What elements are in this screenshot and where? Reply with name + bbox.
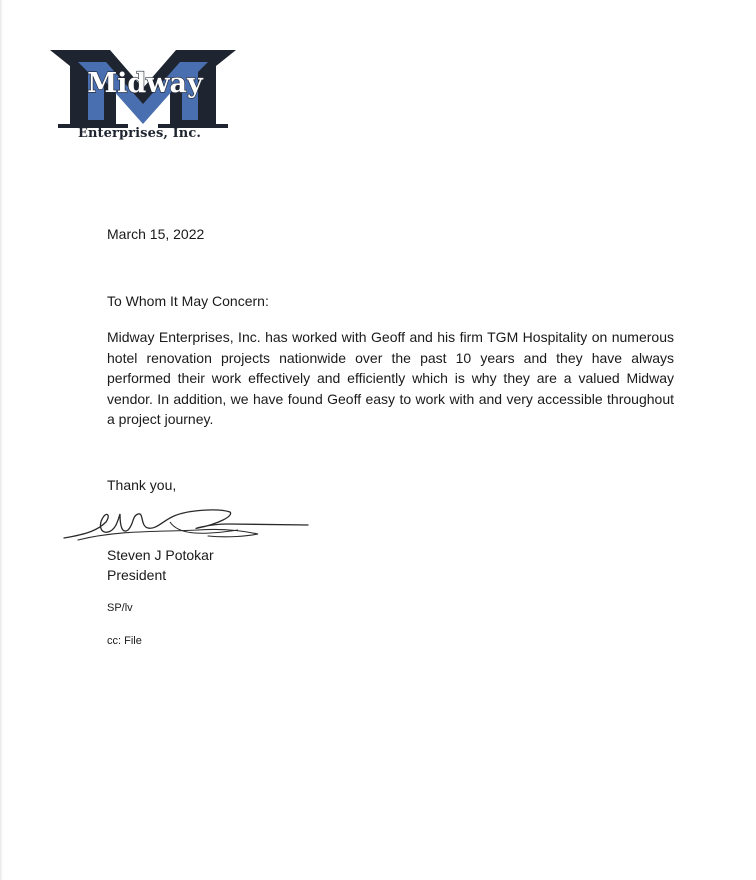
signer-name: Steven J Potokar bbox=[107, 547, 214, 563]
salutation: To Whom It May Concern: bbox=[107, 293, 269, 309]
scan-edge-shadow bbox=[0, 0, 3, 880]
signer-title: President bbox=[107, 567, 167, 583]
logo-subtitle: Enterprises, Inc. bbox=[78, 126, 201, 141]
letter-date: March 15, 2022 bbox=[107, 226, 205, 242]
cc-line: cc: File bbox=[107, 635, 142, 647]
handwritten-signature bbox=[58, 500, 318, 552]
letter-body: Midway Enterprises, Inc. has worked with Geoff and his firm TGM Hospitality on numerous hotel renovation projects nationwide over the past 10 years and they have always performed their work effectively and efficiently which is why they are a valued Midway vendor. In addition, we have found Geoff easy to work with and very accessible throughout a project journey. bbox=[107, 329, 674, 427]
closing: Thank you, bbox=[107, 477, 177, 493]
logo-wordmark: Midway bbox=[87, 68, 203, 99]
reference-initials: SP/lv bbox=[107, 602, 133, 614]
